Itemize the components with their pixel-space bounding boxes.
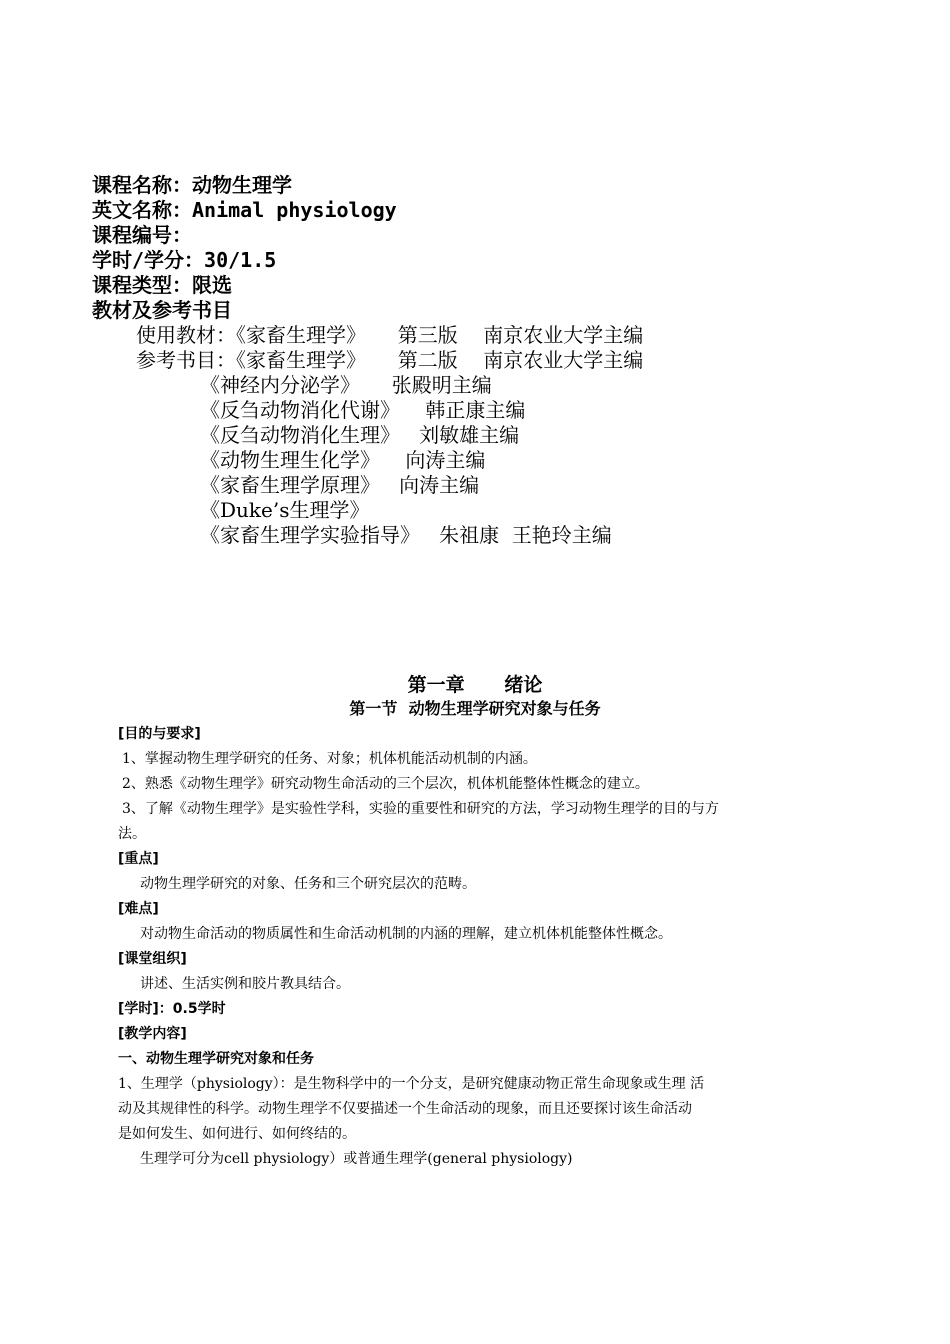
reference-item: 《家畜生理学实验指导》 朱祖康 王艳玲主编 bbox=[200, 523, 612, 547]
key-points-heading: [重点] bbox=[118, 851, 159, 867]
goals-heading: [目的与要求] bbox=[118, 726, 201, 742]
reference-item: 《神经内分泌学》 张殿明主编 bbox=[200, 373, 492, 397]
class-organization-heading: [课堂组织] bbox=[118, 951, 187, 967]
difficult-points-text: 对动物生命活动的物质属性和生命活动机制的内涵的理解，建立机体机能整体性概念。 bbox=[140, 926, 672, 942]
paragraph-line: 是如何发生、如何进行、如何终结的。 bbox=[118, 1126, 356, 1142]
reference-item: 《家畜生理学原理》 向涛主编 bbox=[200, 473, 480, 497]
course-hours: 学时/学分：30/1.5 bbox=[92, 248, 277, 272]
textbook-line: 使用教材：《家畜生理学》 第三版 南京农业大学主编 bbox=[136, 323, 644, 347]
goal-item: 2、熟悉《动物生理学》研究动物生命活动的三个层次，机体机能整体性概念的建立。 bbox=[122, 776, 649, 792]
reference-item: 《Duke’s生理学》 bbox=[200, 498, 370, 522]
course-info bbox=[92, 173, 852, 548]
goal-item: 1、掌握动物生理学研究的任务、对象；机体机能活动机制的内涵。 bbox=[122, 751, 537, 767]
reference-item: 《反刍动物消化代谢》 韩正康主编 bbox=[200, 398, 526, 422]
class-organization-text: 讲述、生活实例和胶片教具结合。 bbox=[140, 976, 350, 992]
reference-item: 《动物生理生化学》 向涛主编 bbox=[200, 448, 486, 472]
books-heading: 教材及参考书目 bbox=[92, 298, 232, 322]
reference-line: 参考书目：《家畜生理学》 第二版 南京农业大学主编 bbox=[136, 348, 644, 372]
hours-heading: [学时]：0.5学时 bbox=[118, 1001, 226, 1017]
paragraph-line: 生理学可分为cell physiology）或普通生理学(general physiology) bbox=[140, 1151, 573, 1167]
paragraph-line: 动及其规律性的科学。动物生理学不仅要描述一个生命活动的现象，而且还要探讨该生命活动 bbox=[118, 1101, 692, 1117]
course-english-name: 英文名称：Animal physiology bbox=[92, 198, 397, 222]
course-name: 课程名称：动物生理学 bbox=[92, 173, 292, 197]
key-points-text: 动物生理学研究的对象、任务和三个研究层次的范畴。 bbox=[140, 876, 476, 892]
difficult-points-heading: [难点] bbox=[118, 901, 159, 917]
paragraph-line: 1、生理学（physiology）：是生物科学中的一个分支，是研究健康动物正常生命现象或生理 活 bbox=[118, 1076, 705, 1092]
goal-item: 3、了解《动物生理学》是实验性学科，实验的重要性和研究的方法，学习动物生理学的目的与方 bbox=[122, 801, 719, 817]
course-code: 课程编号： bbox=[92, 223, 192, 247]
goal-item-continued: 法。 bbox=[118, 826, 146, 842]
chapter-body bbox=[118, 722, 818, 1172]
chapter-title: 第一章 绪论 bbox=[407, 674, 543, 696]
section-title: 第一节 动物生理学研究对象与任务 bbox=[349, 699, 601, 718]
reference-item: 《反刍动物消化生理》 刘敏雄主编 bbox=[200, 423, 520, 447]
subsection-heading: 一、动物生理学研究对象和任务 bbox=[118, 1051, 314, 1067]
course-type: 课程类型：限选 bbox=[92, 273, 232, 297]
teaching-content-heading: [教学内容] bbox=[118, 1026, 187, 1042]
